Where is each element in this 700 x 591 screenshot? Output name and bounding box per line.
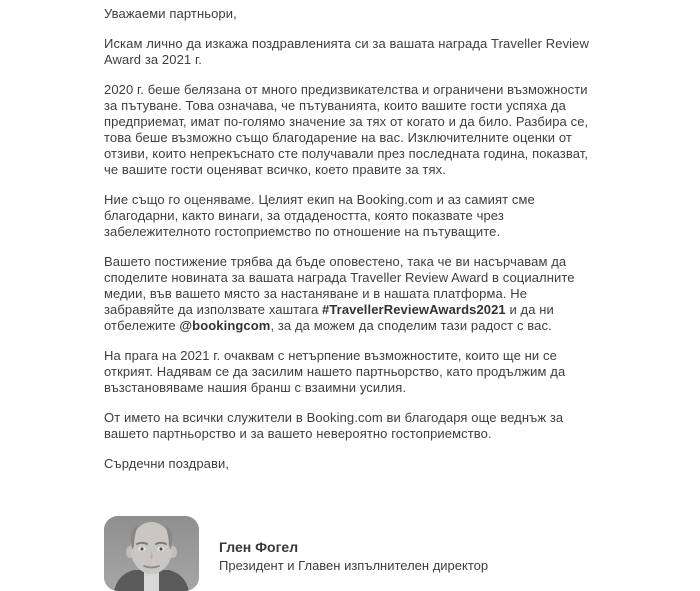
letter-body [104,6,593,591]
salutation: Уважаеми партньори, [104,6,237,21]
closing: Сърдечни поздрави, [104,456,230,471]
signature-photo [104,516,199,591]
letter-paragraph-2021: На прага на 2021 г. очаквам с нетърпение възможностите, които ще ни се открият. Надявам се да засилим нашето партньорство, като продължим да възстановяваме нашия бранш с взаимни усилия. [104,348,566,395]
letter-paragraph-2020: 2020 г. беше белязана от много предизвикателства и ограничени възможности за пътуване. Това означава, че пътуванията, които вашите гости успяха да предприемат, имат по-голямо значение за тях от когато и да било. Разбира се, това беше възможно също благодарение на вас. Изключителните оценки от отзиви, които непрекъснато сте получавали през последната година, показват, че вашите гости оценяват всичко, което правите за тях. [104,82,589,177]
share-text-after: , за да можем да споделим тази радост с вас. [270,318,552,333]
letter-paragraph-share [104,254,593,334]
mention-text: @bookingcom [179,318,271,333]
hashtag-text: #TravellerReviewAwards2021 [322,302,506,317]
signature-text [199,516,488,574]
share-text-middle: и да ни отбележите [104,302,554,333]
letter-paragraph-intro: Искам лично да изкажа поздравленията си за вашата награда Traveller Review Award за 2021 г. [104,36,589,67]
share-text-before: Вашето постижение трябва да бъде оповестено, така че ви насърчавам да споделите новината за вашата награда Traveller Review Award в социалните медии, във вашето място за настаняване и в нашата платформа. Не забравяйте да използвате хаштага [104,254,575,317]
signature-title: Президент и Главен изпълнителен директор [219,558,489,573]
portrait-image [104,516,199,591]
signature-block [104,516,593,591]
letter-paragraph-thanks: От името на всички служители в Booking.com ви благодаря още веднъж за вашето партньорство и за вашето невероятно гостоприемство. [104,410,564,441]
signature-name: Глен Фогел [219,539,299,555]
letter-paragraph-team: Ние също го оценяваме. Целият екип на Booking.com и аз самият сме благодарни, както винаги, за отдадеността, която показвате чрез забележителното гостоприемство по отношение на пътуващите. [104,192,535,239]
